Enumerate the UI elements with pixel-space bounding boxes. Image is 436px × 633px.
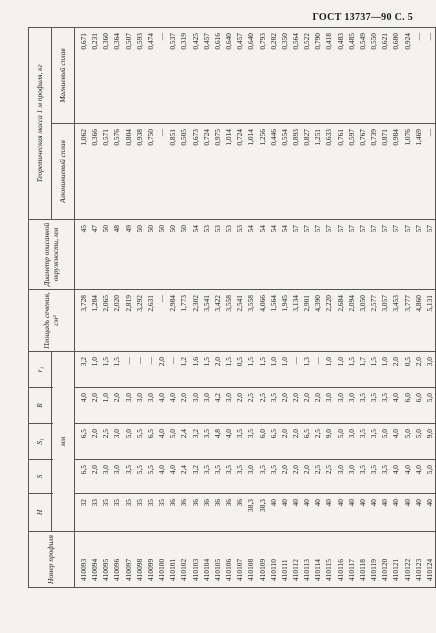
- col-h: 32 33 35 35 35 35 35 35 36 36 36 36 36 36 36 38,3 38,3 40 40 40 40 40 40 40 40 40 40 40 40 40 40 40: [75, 494, 436, 532]
- page-header: ГОСТ 13737—90 С. 5: [312, 12, 413, 23]
- col-profile-no: 410093 410094 410095 410096 410097 410098 410099 410100 410101 410102 410103 410104 410105 410106 410107 410108 410109 410110 410111 410112 410113 410114 410115 410116 410117 410118 410119 410120 410121 410122 410123 410124: [75, 532, 436, 588]
- col-r: 4,0 2,0 1,0 2,0 3,0 3,0 3,0 4,0 4,0 2,0 3,0 3,0 4,2 3,0 2,0 2,5 2,5 3,5 2,0 2,0 2,0 2,0 3,0 3,0 3,0 3,5 3,5 3,5 4,0 6,0 6,0 5,0: [75, 388, 436, 424]
- header-row: [29, 28, 52, 588]
- header-diameter: Диаметр описанной окружности, мм: [29, 220, 75, 290]
- col-s: 6,5 2,0 3,0 3,0 3,5 5,5 5,5 4,0 4,0 2,4 3,2 3,5 3,5 3,5 3,5 3,0 3,5 3,5 2,0 2,0 2,0 2,5 2,5 3,0 3,0 3,5 3,5 3,5 4,0 4,0 4,0 5,0: [75, 460, 436, 494]
- header-r1: r₁: [29, 352, 52, 388]
- header-r: R: [29, 388, 52, 424]
- col-s1: 6,5 2,0 2,5 3,0 5,0 5,5 6,5 4,0 5,0 2,4 3,2 3,5 4,8 4,0 3,5 3,5 6,0 6,5 2,0 2,0 6,5 2,5 9,0 5,0 3,0 3,5 3,5 5,0 4,0 5,0 5,0 9,0: [75, 424, 436, 460]
- col-r1: 3,2 1,0 1,5 1,5 — — — 2,0 — 1,2 1,6 1,5 2,0 1,5 0,5 1,5 1,5 1,0 1,0 — 1,3 — 1,0 1,0 1,5 1,7 1,5 1,0 2,0 0,5 2,0 3,0: [75, 352, 436, 388]
- header-profile-no: Номер профиля: [29, 532, 75, 588]
- header-mass-group: Теоретическая масса 1 м профиля, кг: [29, 28, 52, 220]
- header-unit-mm: мм: [52, 352, 75, 532]
- table-body-row: [75, 28, 436, 588]
- header-s1: S₁: [29, 424, 52, 460]
- header-mass-al: Алюминиевый сплав: [52, 124, 75, 220]
- header-h: H: [29, 494, 52, 532]
- col-diameter: 45 47 50 48 49 50 50 50 50 50 54 53 53 53 53 54 54 54 54 57 57 57 57 57 57 57 57 57 57 57 57 57: [75, 220, 436, 290]
- rotated-table-container: [28, 28, 434, 588]
- col-mass-mg: 0,671 0,231 0,360 0,364 0,507 0,593 0,474 — 0,537 0,319 0,425 0,457 0,616 0,640 0,457 0,640 0,793 0,282 0,350 0,564 0,522 0,790 0,418 0,483 0,485 0,549 0,550 0,621 0,680 0,924 — —: [75, 28, 436, 124]
- header-mass-mg: Магниевый сплав: [52, 28, 75, 124]
- header-area: Площадь сечения, см²: [29, 290, 75, 352]
- profile-table: [28, 27, 436, 588]
- header-s: S: [29, 460, 52, 494]
- col-mass-al: 1,062 0,366 0,571 0,576 0,804 0,938 0,750 — 0,851 0,505 0,673 0,724 0,975 1,014 0,724 1,014 1,256 0,446 0,554 0,893 0,827 1,251 0,633 0,761 0,597 0,767 0,739 0,871 0,984 1,076 1,469 —: [75, 124, 436, 220]
- col-area: 3,728 1,284 2,065 2,020 2,819 3,292 2,631 — 2,984 1,773 2,302 3,541 3,422 3,558 2,541 3,558 4,066 1,564 1,945 3,134 2,901 4,390 2,220 2,684 2,094 3,050 2,577 3,057 3,453 3,777 4,860 5,131: [75, 290, 436, 352]
